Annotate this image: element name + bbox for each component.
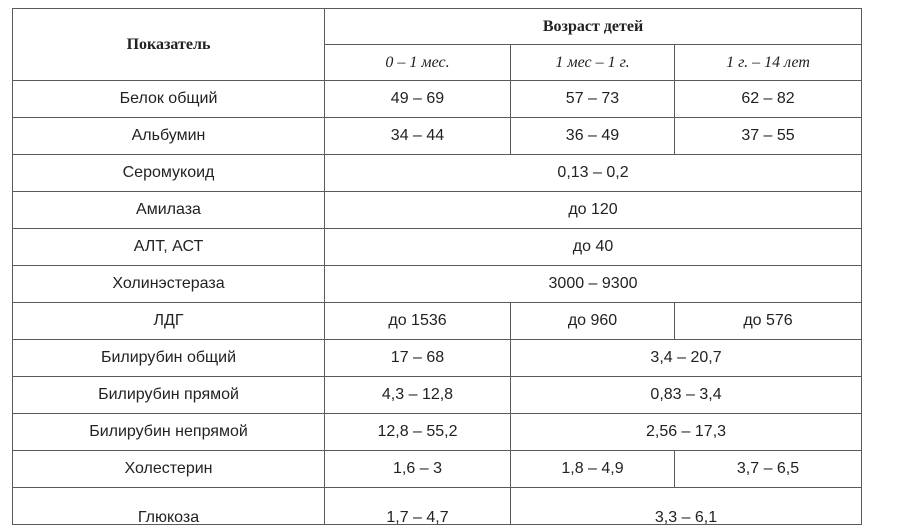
indicator-name: Альбумин xyxy=(13,118,325,155)
table-row xyxy=(13,229,862,266)
table-row xyxy=(13,488,862,525)
value-cell-merged: 3,3 – 6,1 xyxy=(511,488,862,525)
value-cell-merged: 3,4 – 20,7 xyxy=(511,340,862,377)
value-cell: 1,6 – 3 xyxy=(325,451,511,488)
table-row xyxy=(13,192,862,229)
header-row xyxy=(13,9,862,45)
value-cell: 62 – 82 xyxy=(675,81,862,118)
value-cell: 17 – 68 xyxy=(325,340,511,377)
indicator-name: Билирубин общий xyxy=(13,340,325,377)
indicator-name: Холинэстераза xyxy=(13,266,325,303)
indicator-name: Амилаза xyxy=(13,192,325,229)
value-cell: до 576 xyxy=(675,303,862,340)
value-cell-merged: до 40 xyxy=(325,229,862,266)
table-row xyxy=(13,118,862,155)
table-row xyxy=(13,266,862,303)
value-cell: 57 – 73 xyxy=(511,81,675,118)
age-column-header: 0 – 1 мес. xyxy=(325,45,511,81)
age-column-header: 1 мес – 1 г. xyxy=(511,45,675,81)
value-cell: 37 – 55 xyxy=(675,118,862,155)
value-cell-merged: 0,83 – 3,4 xyxy=(511,377,862,414)
reference-values-table xyxy=(12,8,862,525)
value-cell: 1,8 – 4,9 xyxy=(511,451,675,488)
indicator-name: Холестерин xyxy=(13,451,325,488)
value-cell: 34 – 44 xyxy=(325,118,511,155)
value-cell-merged: 0,13 – 0,2 xyxy=(325,155,862,192)
value-cell: 36 – 49 xyxy=(511,118,675,155)
age-column-header: 1 г. – 14 лет xyxy=(675,45,862,81)
indicator-name: АЛТ, АСТ xyxy=(13,229,325,266)
indicator-name: Билирубин прямой xyxy=(13,377,325,414)
indicator-name: Серомукоид xyxy=(13,155,325,192)
table-row xyxy=(13,155,862,192)
value-cell-merged: 3000 – 9300 xyxy=(325,266,862,303)
indicator-name: ЛДГ xyxy=(13,303,325,340)
indicator-header: Показатель xyxy=(13,9,325,81)
indicator-name: Глюкоза xyxy=(13,488,325,525)
table-row xyxy=(13,340,862,377)
table-row xyxy=(13,451,862,488)
table-row xyxy=(13,377,862,414)
value-cell: до 960 xyxy=(511,303,675,340)
value-cell: 12,8 – 55,2 xyxy=(325,414,511,451)
value-cell-merged: до 120 xyxy=(325,192,862,229)
value-cell: 4,3 – 12,8 xyxy=(325,377,511,414)
age-group-header: Возраст детей xyxy=(325,9,862,45)
table-row xyxy=(13,81,862,118)
table-row xyxy=(13,303,862,340)
value-cell: до 1536 xyxy=(325,303,511,340)
table-row xyxy=(13,414,862,451)
value-cell: 1,7 – 4,7 xyxy=(325,488,511,525)
value-cell: 3,7 – 6,5 xyxy=(675,451,862,488)
indicator-name: Билирубин непрямой xyxy=(13,414,325,451)
indicator-name: Белок общий xyxy=(13,81,325,118)
value-cell: 49 – 69 xyxy=(325,81,511,118)
value-cell-merged: 2,56 – 17,3 xyxy=(511,414,862,451)
